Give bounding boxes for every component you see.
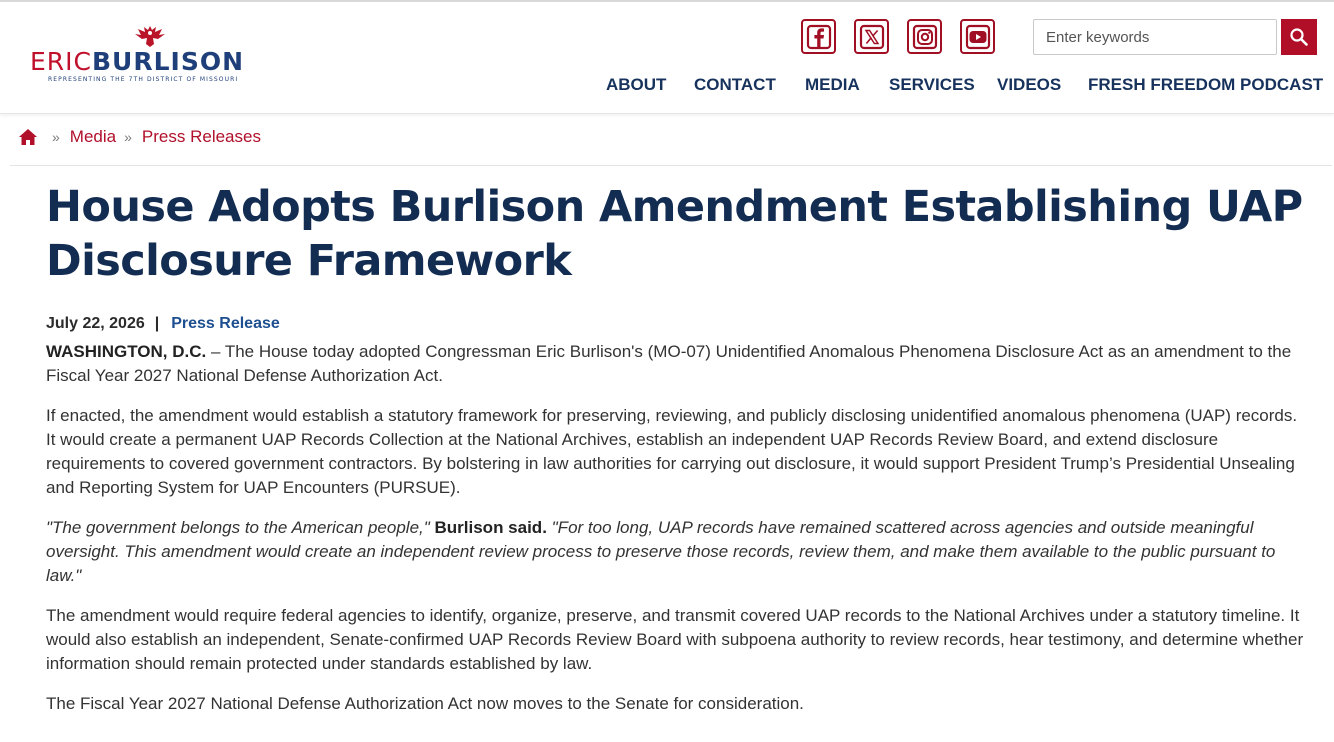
nav-media[interactable]: MEDIA bbox=[805, 75, 860, 94]
x-icon bbox=[859, 24, 885, 50]
logo-wordmark bbox=[30, 48, 244, 76]
meta-separator: | bbox=[154, 315, 160, 332]
breadcrumb-home[interactable] bbox=[18, 127, 38, 147]
breadcrumb-media[interactable]: Media bbox=[69, 127, 117, 146]
breadcrumb-press-releases[interactable]: Press Releases bbox=[141, 127, 261, 146]
nav-videos[interactable]: VIDEOS bbox=[997, 75, 1062, 94]
article-date: July 22, 2026 bbox=[46, 315, 145, 332]
search-icon bbox=[1289, 27, 1309, 47]
home-icon bbox=[18, 128, 38, 146]
page-title: House Adopts Burlison Amendment Establishing UAP Disclosure Framework bbox=[46, 182, 1303, 286]
site-logo[interactable] bbox=[30, 24, 270, 88]
logo-tagline: REPRESENTING THE 7TH DISTRICT OF MISSOURI bbox=[48, 76, 239, 83]
breadcrumb-separator: » bbox=[52, 129, 60, 145]
article-paragraph-1 bbox=[46, 340, 1308, 388]
article-paragraph-5: The Fiscal Year 2027 National Defense Authorization Act now moves to the Senate for consideration. bbox=[46, 694, 804, 713]
search-input[interactable] bbox=[1033, 19, 1277, 55]
instagram-icon bbox=[912, 24, 938, 50]
nav-about[interactable]: ABOUT bbox=[606, 75, 667, 94]
youtube-icon bbox=[965, 24, 991, 50]
article-meta bbox=[46, 313, 280, 335]
nav-fresh-freedom-podcast[interactable]: FRESH FREEDOM PODCAST bbox=[1088, 75, 1324, 94]
nav-services[interactable]: SERVICES bbox=[889, 75, 975, 94]
breadcrumb-separator: » bbox=[124, 129, 132, 145]
breadcrumb bbox=[18, 125, 261, 149]
eagle-emblem-icon bbox=[134, 24, 166, 48]
quote-body: "For too long, UAP records have remained scattered across agencies and outside meaningful oversight. This amendment would create an independent review process to preserve those records, review them, and make them available to the public pursuant to law." bbox=[46, 518, 1276, 585]
facebook-link[interactable] bbox=[801, 19, 836, 54]
logo-first-name: ERIC bbox=[30, 47, 92, 76]
search-button[interactable] bbox=[1281, 19, 1317, 55]
article-paragraph-4: The amendment would require federal agencies to identify, organize, preserve, and transmit covered UAP records to the National Archives under a statutory timeline. It would also establish an independent, Senate-confirmed UAP Records Review Board with subpoena authority to review records, hear testimony, and determine whether information should remain protected under standards established by law. bbox=[46, 606, 1304, 673]
paragraph-text: – The House today adopted Congressman Eric Burlison's (MO-07) Unidentified Anomalous Phenomena Disclosure Act as an amendment to the Fiscal Year 2027 National Defense Authorization Act. bbox=[46, 342, 1292, 385]
site-header bbox=[0, 2, 1334, 114]
quote-opening: "The government belongs to the American people," bbox=[46, 518, 430, 537]
dateline: WASHINGTON, D.C. bbox=[46, 342, 207, 361]
article-paragraph-3 bbox=[46, 516, 1308, 588]
breadcrumb-divider bbox=[10, 165, 1332, 166]
logo-last-name: BURLISON bbox=[92, 47, 245, 76]
article-type-link[interactable]: Press Release bbox=[171, 315, 280, 332]
x-link[interactable] bbox=[854, 19, 889, 54]
article-paragraph-2: If enacted, the amendment would establish a statutory framework for preserving, reviewing, and publicly disclosing unidentified anomalous phenomena (UAP) records. It would create a permanent UAP Records Collection at the National Archives, establish an independent UAP Records Review Board, and extend disclosure requirements to covered government contractors. By bolstering in law authorities for carrying out disclosure, it would support President Trump’s Presidential Unsealing and Reporting System for UAP Encounters (PURSUE). bbox=[46, 406, 1298, 497]
nav-contact[interactable]: CONTACT bbox=[694, 75, 776, 94]
facebook-icon bbox=[806, 24, 832, 50]
youtube-link[interactable] bbox=[960, 19, 995, 54]
quote-attribution: Burlison said. bbox=[429, 518, 547, 537]
instagram-link[interactable] bbox=[907, 19, 942, 54]
